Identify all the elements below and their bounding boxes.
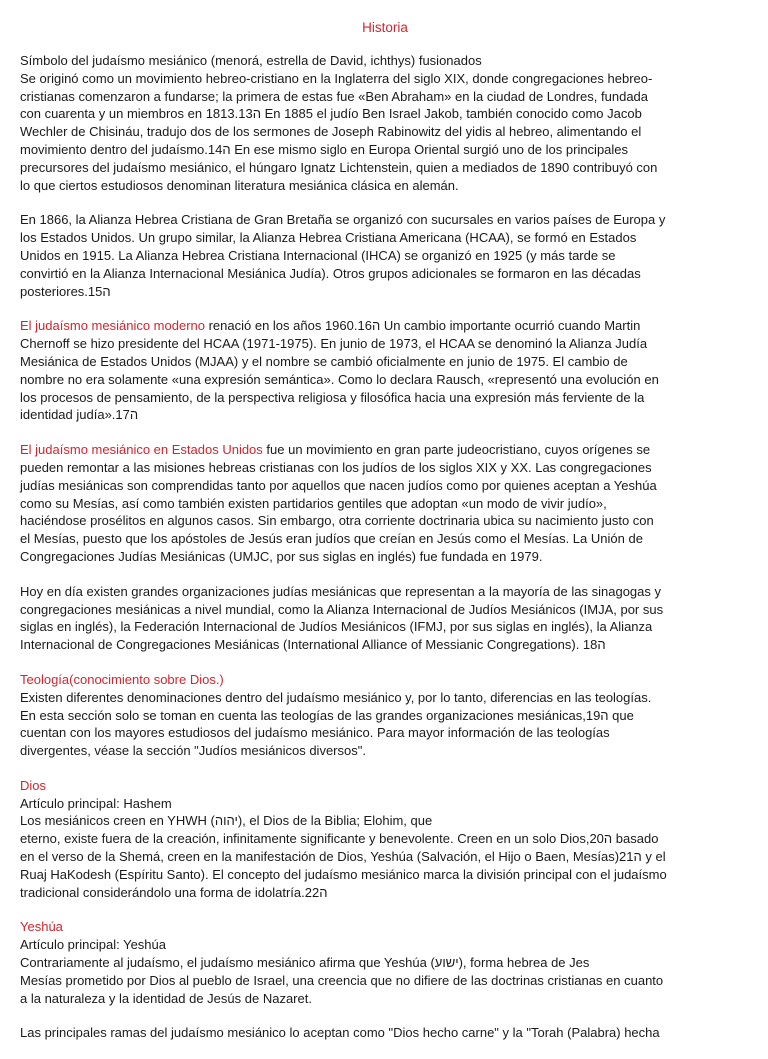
- page-title: Historia: [362, 20, 408, 35]
- text-line: Congregaciones Judías Mesiánicas (UMJC, por sus siglas en inglés) fue fundada en 1979.: [20, 548, 543, 564]
- text-line: los Estados Unidos. Un grupo similar, la Alianza Hebrea Cristiana Americana (HCAA), se formó en Estados: [20, 230, 637, 246]
- text-line: En esta sección solo se toman en cuenta las teologías de las grandes organizaciones mesiánicas,19ה que: [20, 707, 634, 723]
- text-line: los procesos de pensamiento, de la perspectiva religiosa y filosófica hacia una expresión más ferviente de la: [20, 389, 645, 405]
- paragraph-organizations: [20, 583, 750, 654]
- text-span: fue un movimiento en gran parte judeocristiano, cuyos orígenes se: [262, 442, 651, 458]
- section-god: [20, 777, 750, 902]
- text-line: [20, 441, 750, 459]
- text-line: judías mesiánicas son comprendidas tanto por aquellos que nacen judíos como por quienes aceptan a Yeshúa: [20, 477, 657, 493]
- text-line: convirtió en la Alianza Internacional Mesiánica Judía). Otros grupos adicionales se formaron en las décadas: [20, 265, 641, 281]
- text-line: [20, 317, 750, 335]
- text-line: Contrariamente al judaísmo, el judaísmo mesiánico afirma que Yeshúa (ישוע), forma hebrea de Jes: [20, 955, 590, 971]
- text-line: Artículo principal: Yeshúa: [20, 937, 166, 953]
- text-line: movimiento dentro del judaísmo.14ה En ese mismo siglo en Europa Oriental surgió uno de los principales: [20, 141, 629, 157]
- text-line: Internacional de Congregaciones Mesiánicas (International Alliance of Messianic Congregations). 18ה: [20, 637, 606, 653]
- text-line: Hoy en día existen grandes organizaciones judías mesiánicas que representan a la mayoría de las sinagogas y: [20, 583, 661, 599]
- section-yeshua: [20, 918, 750, 1007]
- text-line: haciéndose prosélitos en algunos casos. Sin embargo, otra corriente doctrinaria ubica su nacimiento justo con: [20, 513, 654, 529]
- text-line: Símbolo del judaísmo mesiánico (menorá, estrella de David, ichthys) fusionados: [20, 53, 482, 68]
- text-line: a la naturaleza y la identidad de Jesús de Nazaret.: [20, 990, 312, 1006]
- text-line: el Mesías, puesto que los apóstoles de Jesús eran judíos que creían en Jesús como el Mesías. La Unión de: [20, 531, 643, 547]
- text-line: En 1866, la Alianza Hebrea Cristiana de Gran Bretaña se organizó con sucursales en varios países de Europa y: [20, 212, 666, 228]
- text-span: renació en los años 1960.16ה Un cambio importante ocurrió cuando Martin: [204, 318, 641, 334]
- text-line: cuentan con los mayores estudiosos del judaísmo mesiánico. Para mayor información de las teologías: [20, 725, 610, 741]
- section-heading-yeshua[interactable]: Yeshúa: [20, 919, 63, 935]
- text-line: en el verso de la Shemá, creen en la manifestación de Dios, Yeshúa (Salvación, el Hijo o Baen, Mesías)21ה y el: [20, 849, 666, 865]
- paragraph-united-states: [20, 441, 750, 566]
- text-line: divergentes, véase la sección "Judíos mesiánicos diversos".: [20, 743, 366, 759]
- text-line: Mesías prometido por Dios al pueblo de Israel, una creencia que no difiere de las doctrinas cristianas en cuanto: [20, 972, 664, 988]
- text-line: con cuarenta y un miembros en 1813.13ה En 1885 el judío Ben Israel Jakob, también conocido como Jacob: [20, 106, 642, 122]
- paragraph-alliance: [20, 211, 750, 300]
- text-line: eterno, existe fuera de la creación, infinitamente significante y benevolente. Creen en un solo Dios,20ה basado: [20, 831, 659, 847]
- text-line: Artículo principal: Hashem: [20, 795, 172, 811]
- text-line: Los mesiánicos creen en YHWH (יהוה), el Dios de la Biblia; Elohim, que: [20, 813, 433, 829]
- text-line: Mesiánica de Estados Unidos (MJAA) y el nombre se cambió oficialmente en junio de 1975. El cambio de: [20, 353, 628, 369]
- paragraph-incarnation: [20, 1024, 750, 1042]
- text-line: pueden remontar a las misiones hebreas cristianas con los judíos de los siglos XIX y XX. Las congregaciones: [20, 459, 652, 475]
- text-line: como su Mesías, así como también existen partidarios gentiles que adoptan «un modo de vivir judío»,: [20, 495, 607, 511]
- document-page: [20, 18, 750, 1059]
- text-line: congregaciones mesiánicas a nivel mundial, como la Alianza Internacional de Judíos Mesiánicos (IMJA, por sus: [20, 601, 664, 617]
- text-line: identidad judía».17ה: [20, 407, 139, 423]
- text-line: Las principales ramas del judaísmo mesiánico lo aceptan como "Dios hecho carne" y la "Torah (Palabra) hecha: [20, 1025, 660, 1041]
- text-line: lo que ciertos estudiosos denominan literatura mesiánica clásica en alemán.: [20, 177, 459, 193]
- text-line: cristianas comenzaron a fundarse; la primera de estas fue «Ben Abraham» en la ciudad de Londres, fundada: [20, 88, 649, 104]
- paragraph-origins: [20, 52, 750, 194]
- text-line: Ruaj HaKodesh (Espíritu Santo). El concepto del judaísmo mesiánico marca la división principal con el judaísmo: [20, 866, 667, 882]
- text-line: siglas en inglés), la Federación Internacional de Judíos Mesiánicos (IFMJ, por sus siglas en inglés), la Alianza: [20, 619, 653, 635]
- text-line: posteriores.15ה: [20, 283, 111, 299]
- section-heading-theology[interactable]: Teología(conocimiento sobre Dios.): [20, 671, 224, 687]
- section-theology: [20, 671, 750, 760]
- paragraph-modern: [20, 317, 750, 424]
- text-line: Chernoff se hizo presidente del HCAA (1971-1975). En junio de 1973, el HCAA se denominó la Alianza Judía: [20, 336, 648, 352]
- text-line: Unidos en 1915. La Alianza Hebrea Cristiana Internacional (IHCA) se organizó en 1925 (y más tarde se: [20, 247, 616, 263]
- text-line: Existen diferentes denominaciones dentro del judaísmo mesiánico y, por lo tanto, diferencias en las teologías.: [20, 689, 652, 705]
- text-line: precursores del judaísmo mesiánico, el húngaro Ignatz Lichtenstein, quien a mediados de 1890 contribuyó con: [20, 159, 658, 175]
- text-line: Se originó como un movimiento hebreo-cristiano en la Inglaterra del siglo XIX, donde congregaciones hebreo-: [20, 70, 653, 86]
- link-modern-messianic-judaism[interactable]: El judaísmo mesiánico moderno: [20, 318, 205, 334]
- link-messianic-judaism-us[interactable]: El judaísmo mesiánico en Estados Unidos: [20, 442, 263, 458]
- text-line: nombre no era solamente «una expresión semántica». Como lo declara Rausch, «representó una evolución en: [20, 371, 659, 387]
- text-line: tradicional considerándolo una forma de idolatría.22ה: [20, 884, 328, 900]
- text-line: Wechler de Chisináu, tradujo dos de los sermones de Joseph Rabinowitz del yidis al hebreo, alimentando el: [20, 124, 642, 140]
- section-heading-god[interactable]: Dios: [20, 777, 47, 793]
